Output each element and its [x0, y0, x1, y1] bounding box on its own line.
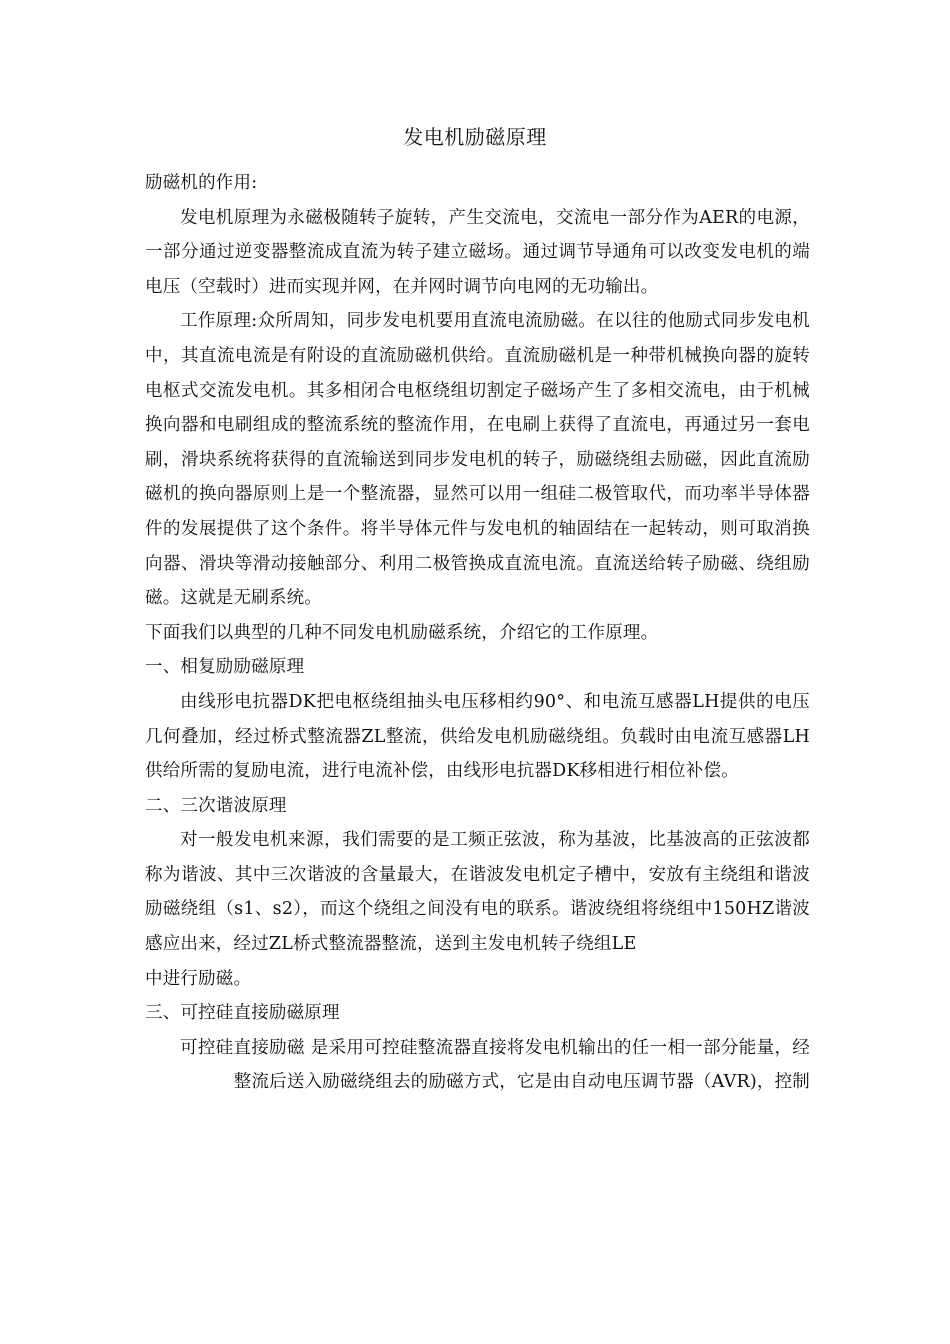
- paragraph: 对一般发电机来源，我们需要的是工频正弦波，称为基波，比基波高的正弦波都称为谐波、其中三次谐波的含量最大，在谐波发电机定子槽中，安放有主绕组和谐波励磁绕组（s1、s2），而这个绕组之间没有电的联系。谐波绕组将绕组中150HZ谐波感应出来，经过ZL桥式整流器整流，送到主发电机转子绕组LE: [145, 830, 810, 955]
- paragraph: 可控硅直接励磁 是采用可控硅整流器直接将发电机输出的任一相一部分能量，经整流后送入励磁绕组去的励磁方式，它是由自动电压调节器（AVR)，控制: [180, 1037, 810, 1093]
- document-body: [145, 166, 810, 1100]
- intro-line: 下面我们以典型的几种不同发电机励磁系统，介绍它的工作原理。: [145, 622, 659, 643]
- section-heading: 一、相复励励磁原理: [145, 657, 305, 678]
- paragraph: 由线形电抗器DK把电枢绕组抽头电压移相约90°、和电流互感器LH提供的电压几何叠加，经过桥式整流器ZL整流，供给发电机励磁绕组。负载时由电流互感器LH供给所需的复励电流，进行电流补偿，由线形电抗器DK移相进行相位补偿。: [145, 691, 810, 782]
- section-heading: 二、三次谐波原理: [145, 795, 287, 816]
- paragraph: 发电机原理为永磁极随转子旋转，产生交流电，交流电一部分作为AER的电源，一部分通过逆变器整流成直流为转子建立磁场。通过调节导通角可以改变发电机的端电压（空载时）进而实现并网，在并网时调节向电网的无功输出。: [145, 207, 810, 297]
- section-heading: 三、可控硅直接励磁原理: [145, 1003, 340, 1024]
- paragraph: 工作原理:众所周知，同步发电机要用直流电流励磁。在以往的他励式同步发电机中，其直流电流是有附设的直流励磁机供给。直流励磁机是一种带机械换向器的旋转电枢式交流发电机。其多相闭合电枢绕组切割定子磁场产生了多相交流电，由于机械换向器和电刷组成的整流系统的整流作用，在电刷上获得了直流电，再通过另一套电刷，滑块系统将获得的直流输送到同步发电机的转子，励磁绕组去励磁，因此直流励磁机的换向器原则上是一个整流器，显然可以用一组硅二极管取代，而功率半导体器件的发展提供了这个条件。将半导体元件与发电机的轴固结在一起转动，则可取消换向器、滑块等滑动接触部分、利用二极管换成直流电流。直流送给转子励磁、绕组励磁。这就是无刷系统。: [145, 311, 810, 609]
- document-title: 发电机励磁原理: [403, 125, 547, 149]
- paragraph-continuation: 中进行励磁。: [145, 968, 252, 989]
- section-heading: 励磁机的作用:: [145, 173, 258, 193]
